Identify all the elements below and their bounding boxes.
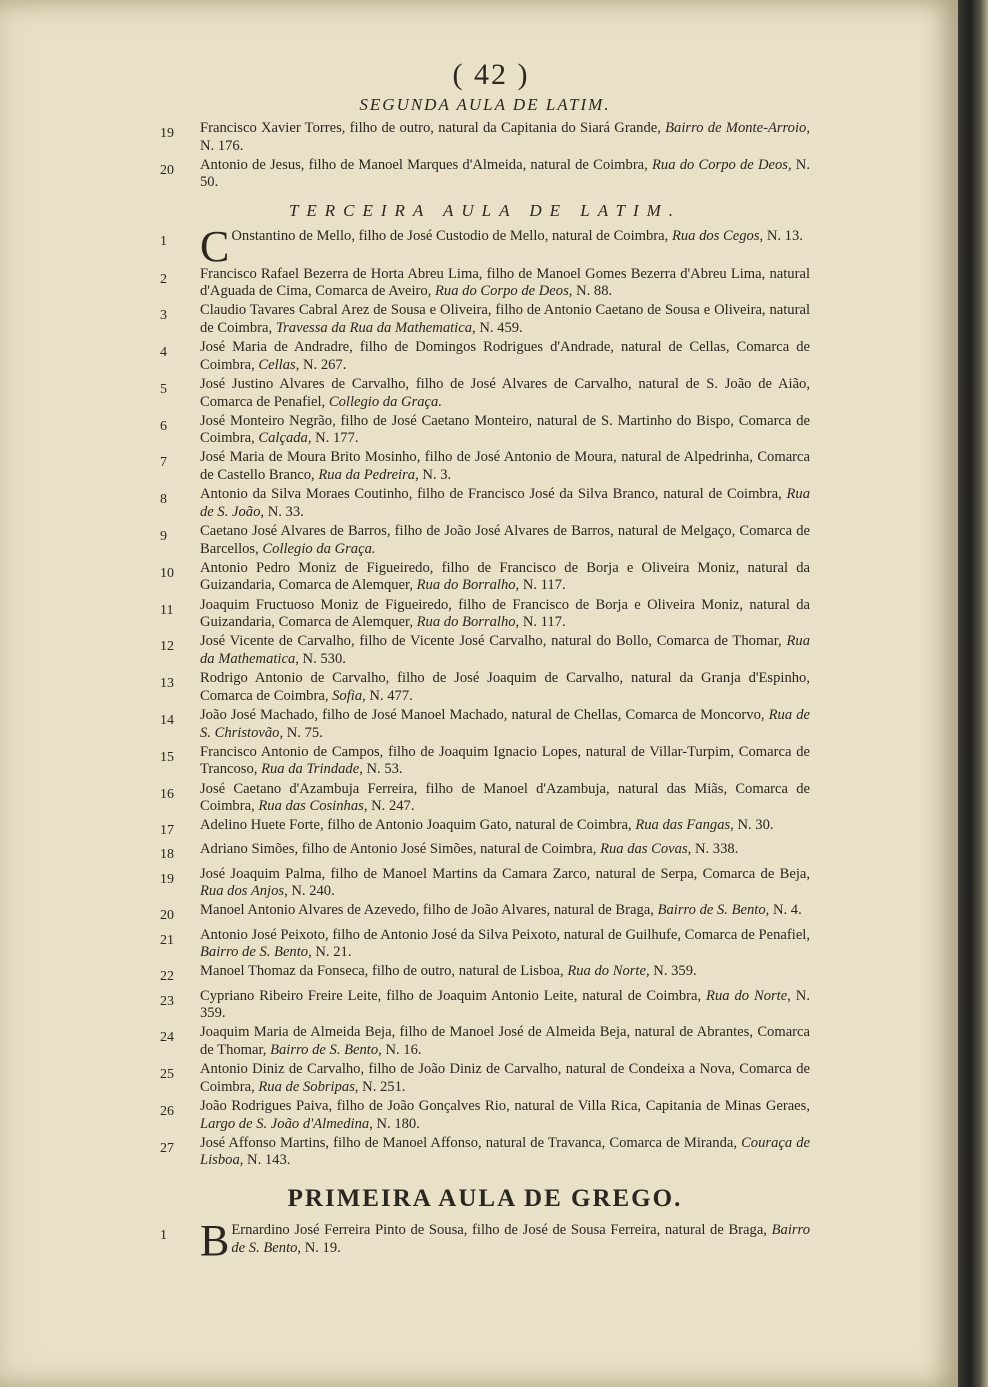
entry-number: 9 — [160, 529, 167, 545]
student-details: João José Machado, filho de José Manoel Machado, natural de Chellas, Comarca de Moncorvo, — [200, 706, 765, 723]
student-details: Antonio Pedro Moniz de Figueiredo, filho de Francisco de Borja e Oliveira Moniz, natural da Guizandaria, Comarca de Alemquer, — [200, 559, 810, 594]
student-entry — [160, 963, 810, 986]
residence-address: Sofia — [332, 687, 363, 704]
entry-number: 19 — [160, 126, 174, 141]
entry-text — [200, 221, 810, 271]
entry-number: 15 — [160, 749, 174, 765]
entry-number: 7 — [160, 455, 167, 471]
residence-address: Rua das Fangas — [635, 817, 731, 834]
residence-address: Bairro de S. Bento — [270, 1041, 379, 1058]
student-entry — [160, 781, 810, 816]
residence-address: Rua de Sobripas — [258, 1078, 355, 1095]
house-number: , N. 459. — [472, 319, 523, 336]
page-number: ( 42 ) — [452, 58, 530, 91]
student-details: Francisco Rafael Bezerra de Horta Abreu Lima, filho de Manoel Gomes Bezerra d'Abreu Lima, natural d'Aguada de Cima, Comarca de Aveiro, — [200, 265, 810, 300]
entry-text — [200, 266, 810, 301]
student-entry — [160, 523, 810, 558]
student-details: Francisco Antonio de Campos, filho de Joaquim Ignacio Lopes, natural de Villar-Turpim, Comarca de Trancoso, — [200, 743, 810, 778]
student-entry — [160, 633, 810, 668]
residence-address: Rua de S. João — [200, 486, 810, 520]
student-details: Ernardino José Ferreira Pinto de Sousa, filho de José de Sousa Ferreira, natural de Braga, — [231, 1221, 767, 1238]
entry-number: 22 — [160, 969, 174, 985]
student-entry — [160, 486, 810, 521]
student-entry — [160, 413, 810, 448]
residence-address: Rua do Borralho — [416, 614, 516, 631]
entry-text — [200, 866, 810, 901]
student-details: Rodrigo Antonio de Carvalho, filho de José Joaquim de Carvalho, natural da Granja d'Espinho, Comarca de Coimbra, — [200, 670, 810, 704]
house-number: , N. 477. — [362, 687, 413, 704]
entry-number: 27 — [160, 1140, 174, 1156]
student-entry — [160, 902, 810, 925]
entry-number: 1 — [160, 1227, 167, 1243]
residence-address: Rua dos Anjos — [200, 883, 285, 900]
student-details: Antonio da Silva Moraes Coutinho, filho de Francisco José da Silva Branco, natural de Coimbra, — [200, 486, 782, 503]
residence-address: Collegio da Graça. — [262, 540, 376, 557]
student-entry — [160, 866, 810, 901]
entry-text — [200, 670, 810, 705]
residence-address: Rua dos Cegos — [671, 227, 760, 244]
residence-address: Rua do Norte — [706, 987, 788, 1004]
student-entry — [160, 841, 810, 864]
student-entry — [160, 157, 810, 192]
student-details: Manoel Antonio Alvares de Azevedo, filho de João Alvares, natural de Braga, — [200, 902, 654, 919]
entry-number: 8 — [160, 492, 167, 508]
entry-number: 10 — [160, 565, 174, 581]
house-number: , N. 338. — [687, 841, 739, 858]
entry-text — [200, 988, 810, 1023]
entry-text — [200, 902, 810, 920]
house-number: , N. 247. — [363, 798, 415, 815]
student-entry — [160, 817, 810, 840]
student-entry — [160, 449, 810, 484]
residence-address: Bairro de S. Bento — [657, 902, 766, 919]
student-details: Francisco Xavier Torres, filho de outro, natural da Capitania do Siará Grande, — [200, 120, 661, 136]
student-details: Onstantino de Mello, filho de José Custodio de Mello, natural de Coimbra, — [231, 227, 669, 244]
book-gutter — [958, 0, 988, 1387]
residence-address: Bairro de S. Bento — [200, 944, 309, 961]
house-number: , N. 75. — [279, 724, 323, 741]
house-number: , N. 267. — [295, 356, 347, 373]
entry-text — [200, 963, 810, 981]
residence-address: Rua do Borralho — [416, 577, 516, 594]
house-number: , N. 13. — [759, 227, 803, 244]
student-entry — [160, 707, 810, 742]
entry-text — [200, 376, 810, 411]
residence-address: Collegio da Graça. — [328, 393, 442, 410]
residence-address: Rua das Covas — [600, 841, 688, 858]
entry-text — [200, 633, 810, 668]
entry-text — [200, 120, 810, 155]
student-details: José Monteiro Negrão, filho de José Caetano Monteiro, natural de S. Martinho do Bispo, Comarca de Coimbra, — [200, 412, 810, 447]
entry-number: 21 — [160, 932, 174, 948]
entry-number: 12 — [160, 639, 174, 655]
student-entry — [160, 120, 810, 155]
entry-number: 13 — [160, 676, 174, 692]
student-details: José Caetano d'Azambuja Ferreira, filho de Manoel d'Azambuja, natural das Miãs, Comarca de Coimbra, — [200, 780, 810, 815]
student-details: Adelino Huete Forte, filho de Antonio Joaquim Gato, natural de Coimbra, — [200, 817, 632, 834]
entry-text — [200, 560, 810, 595]
house-number: , N. 359. — [645, 963, 697, 980]
entry-number: 20 — [160, 162, 174, 178]
house-number: , N. 16. — [378, 1041, 422, 1058]
student-entry — [160, 560, 810, 595]
entry-text — [200, 597, 810, 632]
student-details: José Vicente de Carvalho, filho de Vicente José Carvalho, natural do Bollo, Comarca de Thomar, — [200, 633, 782, 650]
house-number: , N. 33. — [260, 503, 304, 520]
student-entry — [160, 927, 810, 962]
house-number: , N. 240. — [284, 883, 335, 900]
residence-address: Calçada — [258, 430, 308, 447]
student-entry — [160, 988, 810, 1023]
entry-text — [200, 339, 810, 374]
student-details: Adriano Simões, filho de Antonio José Simões, natural de Coimbra, — [200, 841, 597, 858]
house-number: , N. 359. — [200, 987, 810, 1022]
entry-text — [200, 1024, 810, 1059]
entry-text — [200, 1135, 810, 1170]
student-details: Joaquim Maria de Almeida Beja, filho de Manoel José de Almeida Beja, natural de Abrantes, Comarca de Thomar, — [200, 1024, 810, 1058]
entry-number: 1 — [160, 233, 167, 249]
residence-address: Cellas — [258, 356, 296, 373]
house-number: , N. 117. — [515, 577, 566, 594]
student-details: José Maria de Moura Brito Mosinho, filho de José Antonio de Moura, natural de Alpedrinha, Comarca de Castello Branco, — [200, 449, 810, 484]
house-number: , N. 19. — [297, 1239, 341, 1256]
entry-text — [200, 1215, 810, 1265]
section-title: TERCEIRA AULA DE LATIM. — [288, 200, 682, 220]
student-entry — [160, 1215, 810, 1265]
entry-number: 2 — [160, 271, 167, 287]
entry-text — [200, 486, 810, 521]
residence-address: Rua da Mathematica — [200, 633, 810, 667]
residence-address: Bairro de S. Bento — [231, 1221, 810, 1256]
entry-number: 4 — [160, 345, 167, 361]
residence-address: Rua das Cosinhas — [258, 798, 364, 815]
house-number: , N. 177. — [307, 430, 359, 447]
house-number: , N. 4. — [765, 902, 802, 919]
entry-text — [200, 707, 810, 742]
entry-text — [200, 1098, 810, 1133]
student-entry — [160, 339, 810, 374]
residence-address: Bairro de Monte-Arroio — [665, 120, 807, 136]
residence-address: Rua do Corpo de Deos — [652, 156, 788, 173]
student-entry — [160, 221, 810, 271]
section-title: SEGUNDA AULA DE LATIM. — [359, 95, 611, 114]
residence-address: Rua da Pedreira — [318, 467, 416, 484]
house-number: , N. 3. — [415, 467, 452, 484]
student-details: Antonio Diniz de Carvalho, filho de João Diniz de Carvalho, natural de Condeixa a Nova, Comarca de Coimbra, — [200, 1061, 810, 1095]
residence-address: Largo de S. João d'Almedina — [200, 1115, 370, 1132]
entry-number: 20 — [160, 908, 174, 924]
student-details: José Maria de Andradre, filho de Domingos Rodrigues d'Andrade, natural de Cellas, Comarca de Coimbra, — [200, 339, 810, 373]
entry-text — [200, 781, 810, 816]
house-number: , N. 21. — [308, 944, 352, 961]
student-details: José Affonso Martins, filho de Manoel Affonso, natural de Travanca, Comarca de Miranda, — [200, 1134, 737, 1151]
residence-address: Travessa da Rua da Mathematica — [275, 319, 473, 336]
entry-text — [200, 449, 810, 484]
drop-capital: B — [200, 1215, 230, 1265]
student-entry — [160, 1024, 810, 1059]
student-entry — [160, 597, 810, 632]
entry-number: 26 — [160, 1103, 174, 1119]
house-number: , N. 30. — [730, 817, 774, 834]
student-details: José Justino Alvares de Carvalho, filho de José Alvares de Carvalho, natural de S. João de Aião, Comarca de Penafiel, — [200, 375, 810, 410]
house-number: , N. 251. — [354, 1078, 406, 1095]
entry-text — [200, 927, 810, 962]
house-number: , N. 117. — [515, 614, 566, 631]
entry-number: 25 — [160, 1067, 174, 1083]
student-details: Cypriano Ribeiro Freire Leite, filho de Joaquim Antonio Leite, natural de Coimbra, — [200, 987, 702, 1004]
entry-text — [200, 1061, 810, 1096]
student-entry — [160, 266, 810, 301]
student-entry — [160, 1135, 810, 1170]
student-details: João Rodrigues Paiva, filho de João Gonçalves Rio, natural de Villa Rica, Capitania de Minas Geraes, — [200, 1097, 810, 1114]
residence-address: Rua de S. Christovão — [200, 706, 810, 741]
house-number: , N. 180. — [369, 1115, 420, 1132]
entry-text — [200, 841, 810, 859]
entry-number: 6 — [160, 418, 167, 434]
entry-text — [200, 523, 810, 558]
student-details: José Joaquim Palma, filho de Manoel Martins da Camara Zarco, natural de Serpa, Comarca de Beja, — [200, 865, 810, 882]
entry-number: 23 — [160, 993, 174, 1009]
entry-number: 19 — [160, 871, 174, 887]
student-entry — [160, 744, 810, 779]
house-number: , N. 176. — [200, 120, 810, 154]
section-title: PRIMEIRA AULA DE GREGO. — [287, 1184, 683, 1212]
drop-capital: C — [200, 221, 230, 271]
student-details: Joaquim Fructuoso Moniz de Figueiredo, filho de Francisco de Borja e Oliveira Moniz, natural da Guizandaria, Comarca de Alemquer, — [200, 596, 810, 631]
entry-text — [200, 302, 810, 337]
residence-address: Rua do Corpo de Deos — [434, 283, 569, 300]
page-content — [160, 58, 810, 1265]
entry-number: 11 — [160, 602, 174, 618]
entry-number: 5 — [160, 381, 167, 397]
house-number: , N. 53. — [359, 761, 403, 778]
entry-number: 18 — [160, 847, 174, 863]
student-entry — [160, 1061, 810, 1096]
student-entry — [160, 376, 810, 411]
entry-text — [200, 413, 810, 448]
student-entry — [160, 302, 810, 337]
student-entry — [160, 670, 810, 705]
entry-number: 17 — [160, 823, 174, 839]
residence-address: Rua do Norte — [567, 963, 646, 980]
house-number: , N. 530. — [295, 650, 346, 667]
house-number: , N. 88. — [568, 283, 613, 300]
residence-address: Rua da Trindade — [261, 761, 360, 778]
student-details: Antonio José Peixoto, filho de Antonio José da Silva Peixoto, natural de Guilhufe, Comarca de Penafiel, — [200, 926, 810, 943]
entry-number: 14 — [160, 712, 174, 728]
house-number: , N. 50. — [200, 156, 810, 191]
entry-text — [200, 817, 810, 835]
student-details: Claudio Tavares Cabral Arez de Sousa e Oliveira, filho de Antonio Caetano de Sousa e Oliveira, natural de Coimbra, — [200, 302, 810, 336]
residence-address: Couraça de Lisboa — [200, 1134, 810, 1169]
entry-number: 16 — [160, 786, 174, 802]
entry-text — [200, 157, 810, 192]
student-details: Caetano José Alvares de Barros, filho de João José Alvares de Barros, natural de Melgaço, Comarca de Barcellos, — [200, 523, 810, 557]
entry-number: 3 — [160, 308, 167, 324]
entry-text — [200, 744, 810, 779]
student-entry — [160, 1098, 810, 1133]
student-details: Antonio de Jesus, filho de Manoel Marques d'Almeida, natural de Coimbra, — [200, 156, 648, 173]
entry-number: 24 — [160, 1030, 174, 1046]
student-details: Manoel Thomaz da Fonseca, filho de outro, natural de Lisboa, — [200, 963, 564, 980]
house-number: , N. 143. — [239, 1152, 291, 1169]
